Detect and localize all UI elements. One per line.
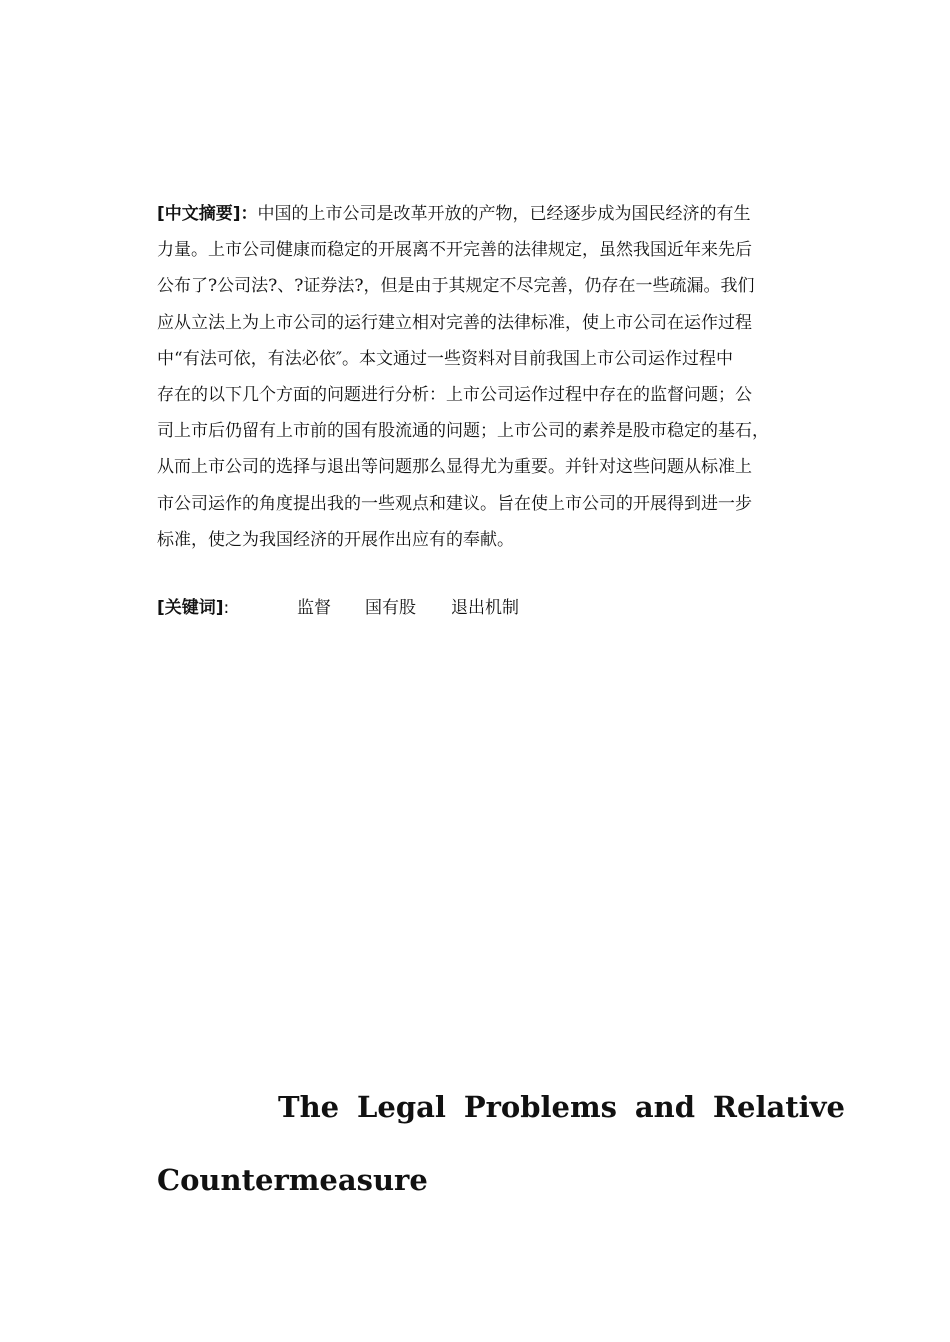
keywords-separator: :	[223, 598, 230, 618]
abstract-line-1	[157, 196, 857, 232]
title-word-4: and	[634, 1090, 696, 1124]
title-word-1: The	[278, 1090, 340, 1124]
keyword-state-owned-shares: 国有股	[365, 598, 416, 618]
abstract-text-line-9: 市公司运作的角度提出我的一些观点和建议。旨在使上市公司的开展得到进一步	[157, 493, 752, 514]
abstract-label-colon: ：	[240, 204, 258, 224]
abstract-text-line-1: 中国的上市公司是改革开放的产物，已经逐步成为国民经济的有生	[257, 204, 751, 224]
abstract-text-line-10: 标准，使之为我国经济的开展作出应有的奉献。	[157, 529, 514, 550]
abstract-text-line-5: 中“有法可依，有法必依″。本文通过一些资料对目前我国上市公司运作过程中	[157, 348, 734, 369]
title-word-2: Legal	[357, 1090, 446, 1124]
chinese-abstract	[157, 196, 857, 558]
abstract-text-line-2: 力量。上市公司健康而稳定的开展离不开完善的法律规定，虽然我国近年来先后	[157, 240, 752, 261]
keywords-row	[157, 592, 519, 624]
english-title-line-1	[157, 1090, 845, 1124]
keyword-exit-mechanism: 退出机制	[451, 598, 519, 618]
abstract-text-line-8: 从而上市公司的选择与退出等问题那么显得尤为重要。并针对这些问题从标准上	[157, 457, 752, 478]
abstract-label: [中文摘要]	[157, 204, 241, 224]
english-title-line-2: Countermeasure	[157, 1163, 428, 1197]
abstract-text-line-3: 公布了?公司法?、?证券法?，但是由于其规定不尽完善，仍存在一些疏漏。我们	[157, 276, 755, 297]
keywords-label: [关键词]	[157, 598, 224, 618]
keyword-supervision: 监督	[297, 598, 331, 618]
title-word-3: Problems	[463, 1090, 617, 1124]
abstract-text-line-7: 司上市后仍留有上市前的国有股流通的问题；上市公司的素养是股市稳定的基石，	[157, 421, 769, 442]
abstract-text-line-4: 应从立法上为上市公司的运行建立相对完善的法律标准，使上市公司在运作过程	[157, 312, 752, 333]
abstract-text-line-6: 存在的以下几个方面的问题进行分析：上市公司运作过程中存在的监督问题；公	[157, 384, 752, 405]
title-word-5: Relative	[712, 1090, 845, 1124]
